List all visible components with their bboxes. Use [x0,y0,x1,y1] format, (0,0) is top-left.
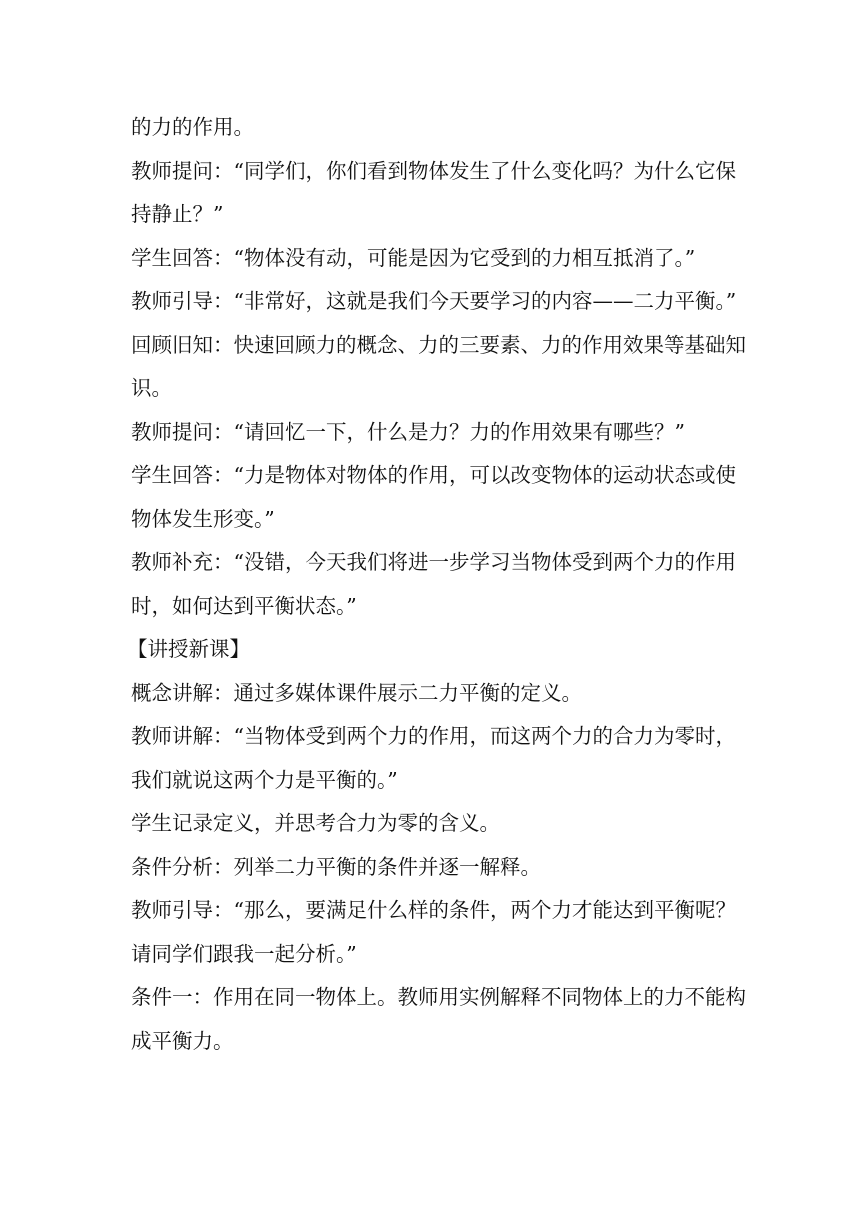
paragraph-line: 教师提问：“同学们，你们看到物体发生了什么变化吗？为什么它保 [131,158,736,183]
paragraph-line: 教师提问：“请回忆一下，什么是力？力的作用效果有哪些？” [131,419,685,444]
paragraph-line: 回顾旧知：快速回顾力的概念、力的三要素、力的作用效果等基础知 [131,332,746,357]
paragraph-line: 学生回答：“力是物体对物体的作用，可以改变物体的运动状态或使 [131,463,736,487]
paragraph-line: 教师引导：“那么，要满足什么样的条件，两个力才能达到平衡呢？ [131,898,736,922]
document-body [127,106,746,1063]
paragraph-line: 学生回答：“物体没有动，可能是因为它受到的力相互抵消了。” [131,245,696,270]
paragraph-line: 时，如何达到平衡状态。” [131,593,357,618]
paragraph-line: 请同学们跟我一起分析。” [131,941,357,966]
paragraph-line: 教师引导：“非常好，这就是我们今天要学习的内容——二力平衡。” [131,289,737,313]
paragraph-line: 学生记录定义，并思考合力为零的含义。 [131,811,500,835]
paragraph-line: 教师补充：“没错，今天我们将进一步学习当物体受到两个力的作用 [131,550,736,574]
paragraph-line: 概念讲解：通过多媒体课件展示二力平衡的定义。 [131,680,582,705]
paragraph-line: 教师讲解：“当物体受到两个力的作用，而这两个力的合力为零时， [131,724,736,748]
paragraph-line: 识。 [131,376,172,400]
paragraph-line: 的力的作用。 [131,115,254,139]
section-heading: 【讲授新课】 [127,637,250,661]
paragraph-line: 条件分析：列举二力平衡的条件并逐一解释。 [131,854,541,879]
paragraph-line: 成平衡力。 [131,1028,234,1053]
paragraph-line: 我们就说这两个力是平衡的。” [131,767,398,792]
paragraph-line: 条件一：作用在同一物体上。教师用实例解释不同物体上的力不能构 [131,985,746,1009]
paragraph-line: 持静止？” [131,202,224,226]
paragraph-line: 物体发生形变。” [131,506,275,531]
